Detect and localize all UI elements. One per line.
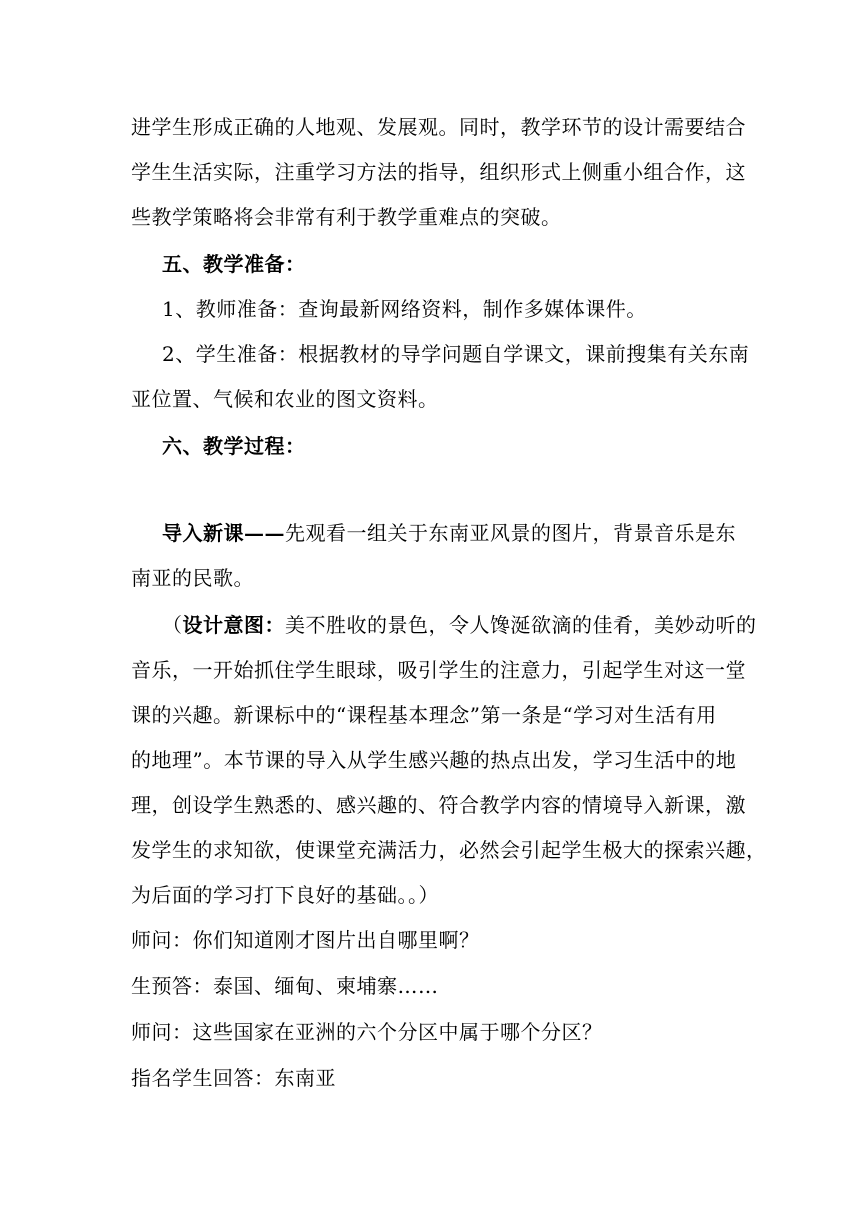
section-heading-preparation: 五、教学准备：: [162, 252, 306, 276]
design-intent-line: 发学生的求知欲，使课堂充满活力，必然会引起学生极大的探索兴趣，: [131, 838, 767, 862]
design-intent-label: 设计意图: [182, 613, 265, 637]
dialogue-line: 指名学生回答：东南亚: [131, 1066, 336, 1090]
dialogue-line: 生预答：泰国、缅甸、柬埔寨……: [131, 974, 439, 998]
dialogue-line: 师问：你们知道刚才图片出自哪里啊？: [131, 928, 480, 952]
design-intent-line: 理，创设学生熟悉的、感兴趣的、符合教学内容的情境导入新课，激: [131, 793, 746, 817]
section-heading-process: 六、教学过程：: [162, 434, 306, 458]
paragraph-line: 些教学策略将会非常有利于教学重难点的突破。: [131, 205, 562, 229]
lead-in-text-continued: 南亚的民歌。: [131, 566, 254, 590]
open-paren: （: [162, 613, 183, 637]
lead-in-title: 导入新课——: [162, 521, 285, 545]
design-intent-line: 音乐，一开始抓住学生眼球，吸引学生的注意力，引起学生对这一堂: [131, 658, 746, 682]
student-preparation-line: 2、学生准备：根据教材的导学问题自学课文，课前搜集有关东南: [162, 342, 750, 366]
paragraph-line: 进学生形成正确的人地观、发展观。同时，教学环节的设计需要结合: [131, 115, 746, 139]
design-intent-first-line: [162, 610, 772, 640]
student-preparation-line: 亚位置、气候和农业的图文资料。: [131, 387, 439, 411]
lead-in-paragraph: [162, 518, 772, 548]
teacher-preparation: 1、教师准备：查询最新网络资料，制作多媒体课件。: [162, 297, 647, 321]
design-intent-line: 为后面的学习打下良好的基础。。）: [131, 883, 439, 907]
dialogue-line: 师问：这些国家在亚洲的六个分区中属于哪个分区？: [131, 1020, 603, 1044]
design-intent-line: 课的兴趣。新课标中的“课程基本理念”第一条是“学习对生活有用: [131, 703, 717, 727]
design-intent-text: 美不胜收的景色，令人馋涎欲滴的佳肴，美妙动听的: [285, 613, 757, 637]
design-intent-colon: ：: [264, 613, 285, 637]
lead-in-text: 先观看一组关于东南亚风景的图片，背景音乐是东: [285, 521, 736, 545]
design-intent-line: 的地理”。本节课的导入从学生感兴趣的热点出发，学习生活中的地: [131, 748, 737, 772]
paragraph-line: 学生生活实际，注重学习方法的指导，组织形式上侧重小组合作，这: [131, 160, 746, 184]
